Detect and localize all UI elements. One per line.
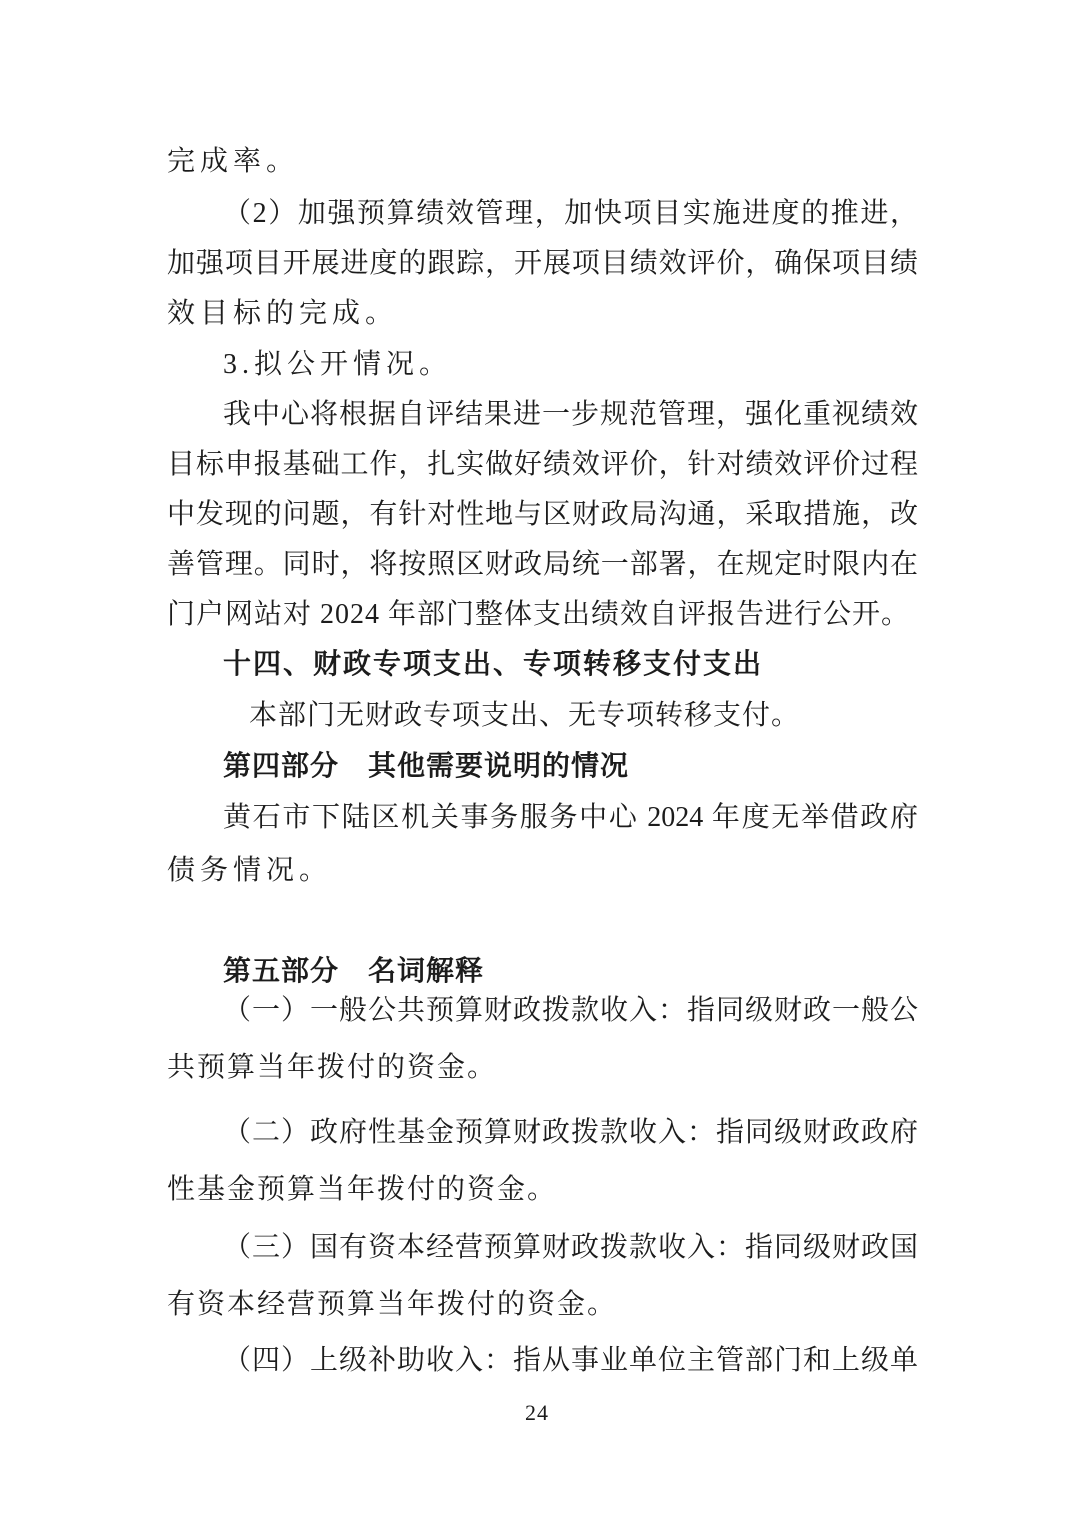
body-line-para-cont-3: 善管理。同时，将按照区财政局统一部署，在规定时限内在 xyxy=(167,549,918,580)
term-line-1-start: （一）一般公共预算财政拨款收入：指同级财政一般公 xyxy=(223,995,918,1026)
term-line-3-start: （三）国有资本经营预算财政拨款收入：指同级财政国 xyxy=(223,1232,918,1263)
body-line-no-debt-end: 债务情况。 xyxy=(167,855,333,886)
term-line-4-start: （四）上级补助收入：指从事业单位主管部门和上级单 xyxy=(223,1345,918,1376)
term-line-1-end: 共预算当年拨付的资金。 xyxy=(167,1052,498,1083)
page-number: 24 xyxy=(525,1400,549,1425)
body-line-para-cont-2: 中发现的问题，有针对性地与区财政局沟通，采取措施，改 xyxy=(167,499,918,530)
term-line-2-start: （二）政府性基金预算财政拨款收入：指同级财政政府 xyxy=(223,1117,918,1148)
body-line-item2-end: 效目标的完成。 xyxy=(167,298,399,329)
body-line-para-end: 门户网站对 2024 年部门整体支出绩效自评报告进行公开。 xyxy=(167,599,911,630)
part4-heading: 第四部分 其他需要说明的情况 xyxy=(223,750,630,781)
body-line-item2-cont: 加强项目开展进度的跟踪，开展项目绩效评价，确保项目绩 xyxy=(167,248,918,279)
section-heading-14: 十四、财政专项支出、专项转移支付支出 xyxy=(223,649,764,680)
body-line-no-debt-start: 黄石市下陆区机关事务服务中心 2024 年度无举借政府 xyxy=(223,802,918,833)
body-line-item3-title: 3.拟公开情况。 xyxy=(223,349,453,380)
body-line-para-cont-1: 目标申报基础工作，扎实做好绩效评价，针对绩效评价过程 xyxy=(167,449,918,480)
body-line-para-start: 我中心将根据自评结果进一步规范管理，强化重视绩效 xyxy=(223,399,918,430)
body-line-completion-rate: 完成率。 xyxy=(167,146,300,177)
body-line-item2-start: （2）加强预算绩效管理，加快项目实施进度的推进， xyxy=(223,198,918,229)
term-line-3-end: 有资本经营预算当年拨付的资金。 xyxy=(167,1289,618,1320)
part5-heading: 第五部分 名词解释 xyxy=(223,955,485,986)
term-line-2-end: 性基金预算当年拨付的资金。 xyxy=(167,1174,558,1205)
body-line-no-special-transfer: 本部门无财政专项支出、无专项转移支付。 xyxy=(249,700,801,731)
